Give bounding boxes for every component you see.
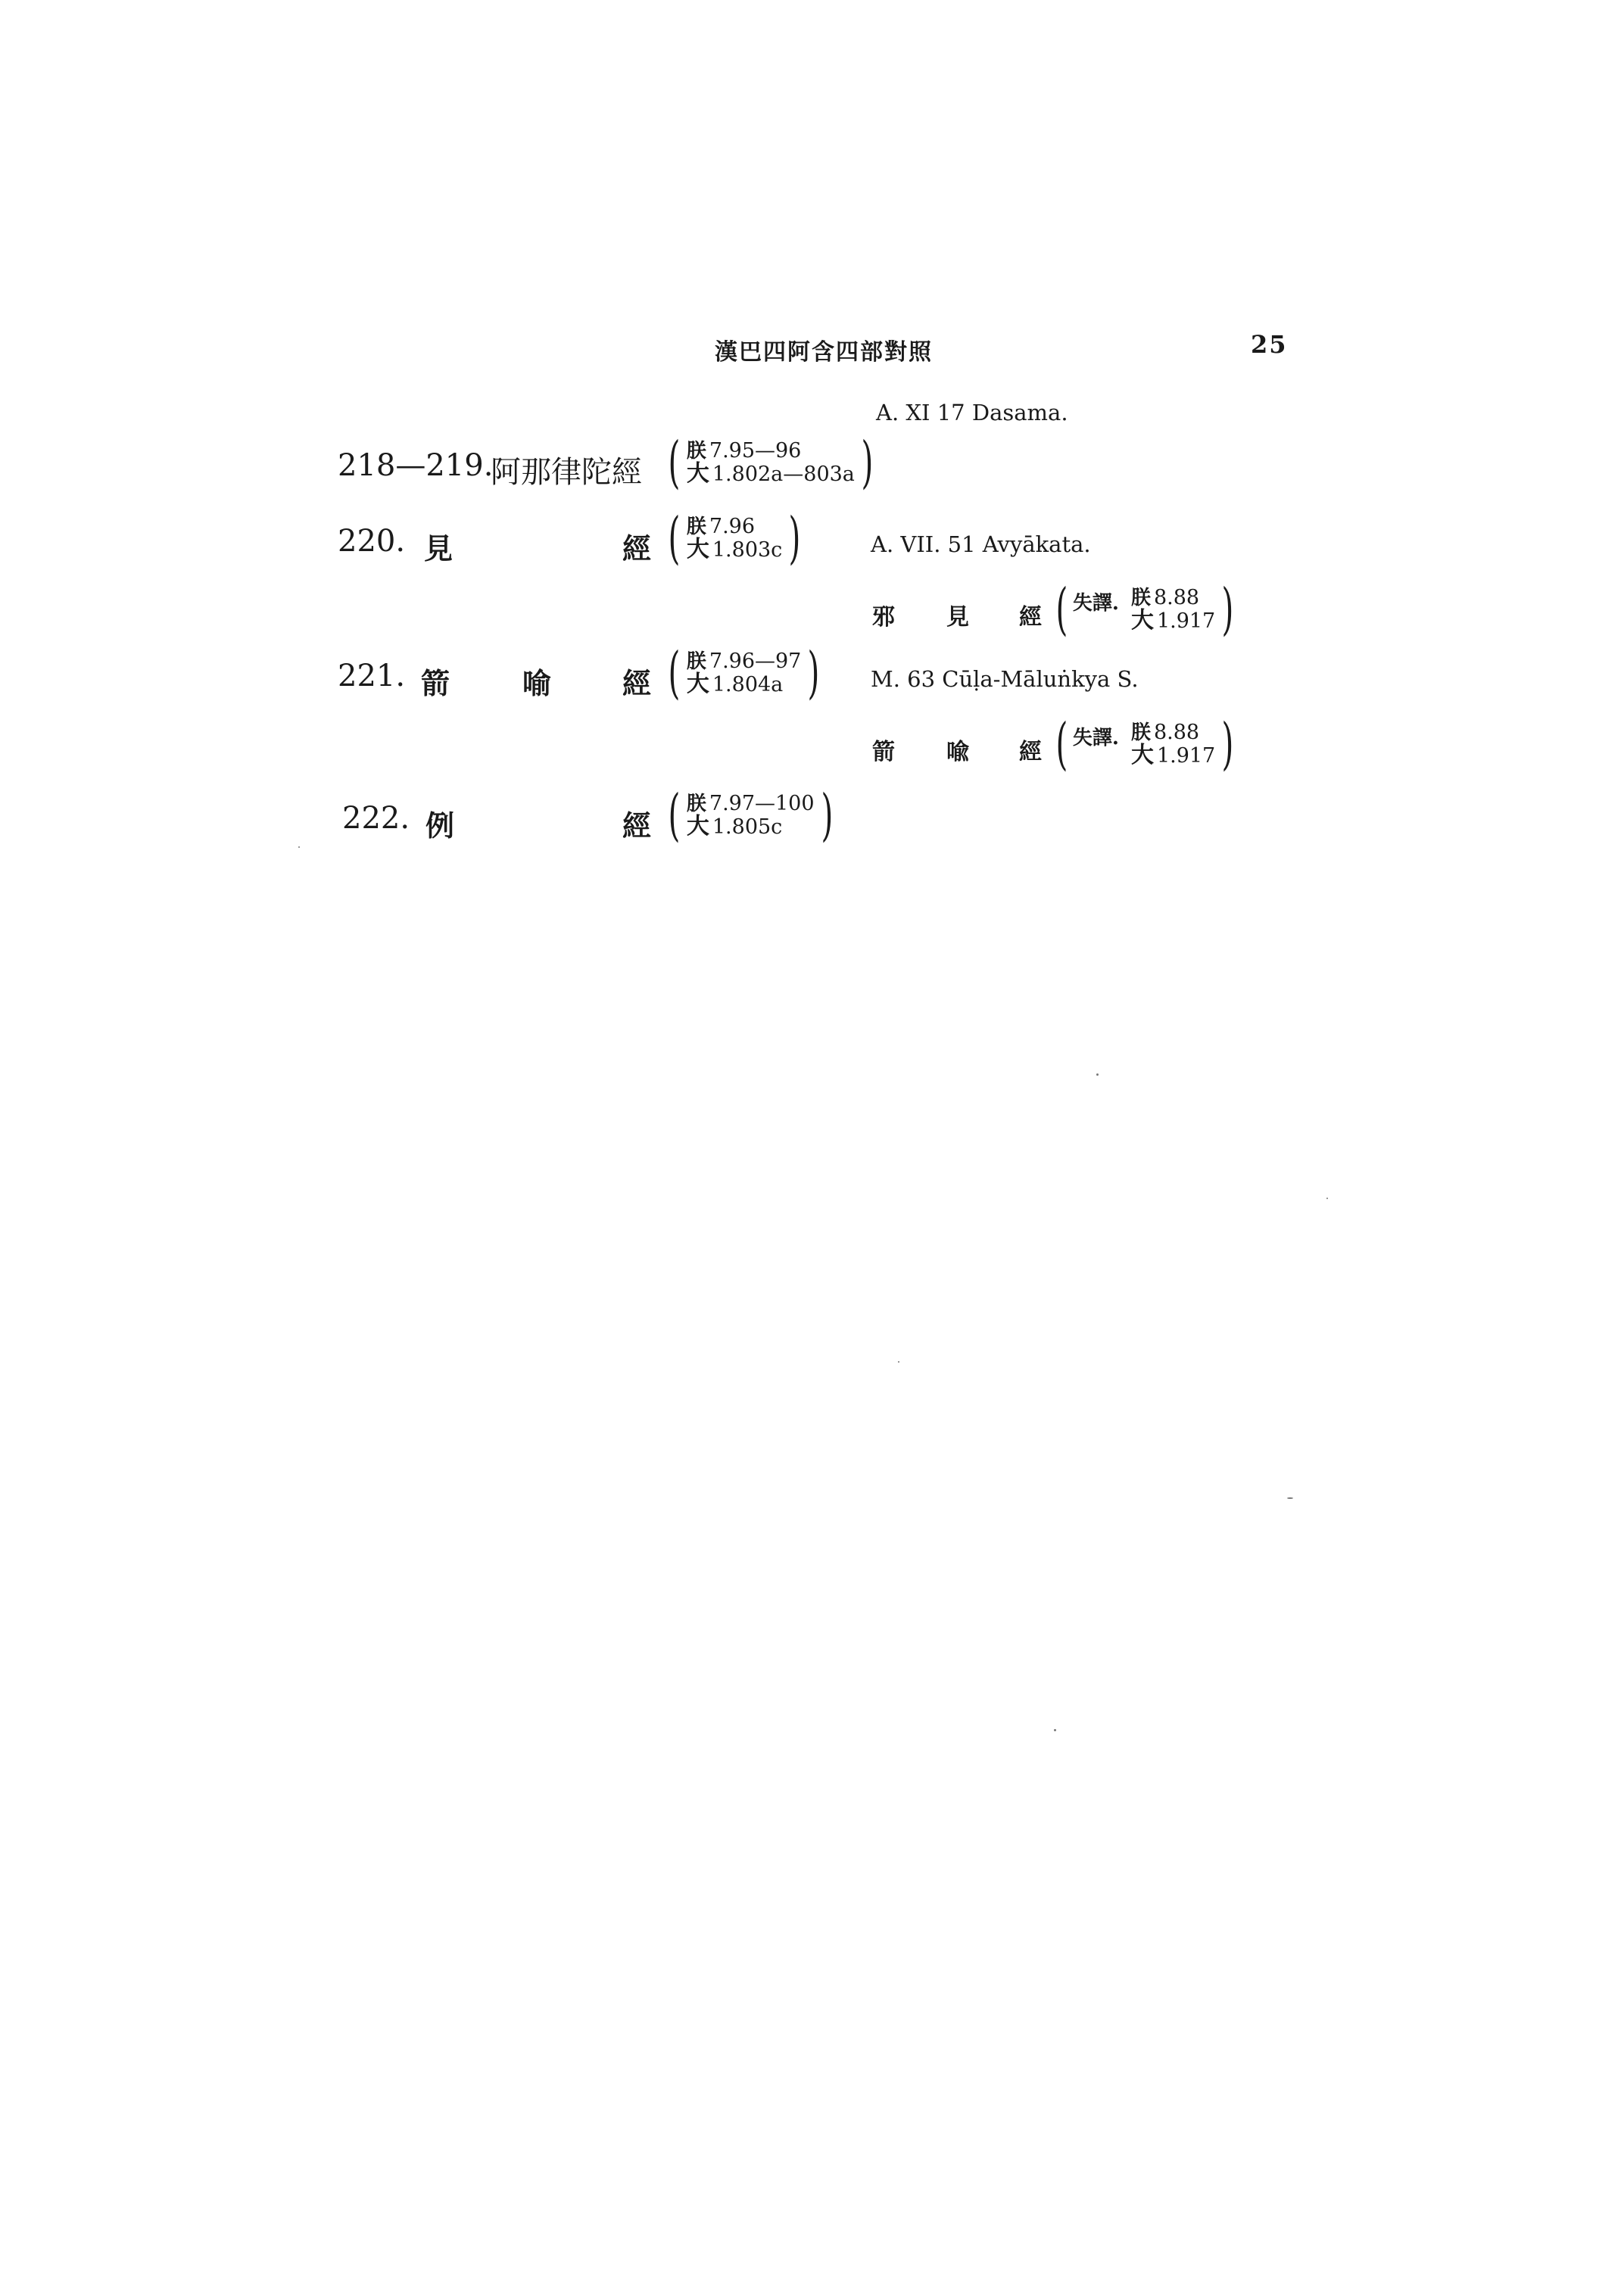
parallel-220-c1: 邪 <box>872 604 895 631</box>
entry-title-221-b: 經 <box>622 666 652 700</box>
parallel-221-c2: 喩 <box>946 739 969 765</box>
top-note: A. XI 17 Dasama. <box>876 400 1068 425</box>
scan-speck <box>898 1361 899 1363</box>
entry-number-220: 220. <box>338 524 406 559</box>
entry-ref-218-219: ( 朕 7.95—96 大 1.802a—803a ) <box>668 430 874 495</box>
pali-parallel-221: M. 63 Cūḷa-Māluṅkya S. <box>871 666 1139 692</box>
entry-number-222: 222. <box>342 801 410 836</box>
entry-title-220-b: 經 <box>622 531 652 565</box>
entry-title-222-a: 例 <box>425 808 455 843</box>
pali-parallel-220: A. VII. 51 Avyākata. <box>871 531 1091 557</box>
scan-speck <box>1096 1073 1099 1076</box>
parallel-ref-220: ( 失譯. 朕 8.88 大 1.917 ) <box>1055 577 1234 642</box>
entry-title-222-b: 經 <box>622 808 652 843</box>
page-number: 25 <box>1251 330 1288 359</box>
entry-title-220-a: 見 <box>424 531 454 565</box>
running-header: 漢巴四阿含四部對照 <box>715 339 933 366</box>
entry-title-221-m: 喻 <box>522 666 552 700</box>
scan-speck <box>1326 1198 1328 1199</box>
scan-speck <box>298 846 300 848</box>
entry-ref-220: ( 朕 7.96 大 1.803c ) <box>668 506 801 571</box>
entry-title-218-219: 阿那律陀經 <box>491 455 642 490</box>
entry-ref-222: ( 朕 7.97—100 大 1.805c ) <box>668 783 833 848</box>
parallel-220-c2: 見 <box>946 604 969 631</box>
parallel-220-c3: 經 <box>1019 604 1042 631</box>
scan-speck <box>1054 1729 1056 1731</box>
entry-title-221-a: 箭 <box>421 666 450 700</box>
entry-number-218-219: 218—219. <box>338 448 494 483</box>
parallel-221-c1: 箭 <box>872 739 895 765</box>
entry-number-221: 221. <box>338 659 406 693</box>
entry-ref-221: ( 朕 7.96—97 大 1.804a ) <box>668 640 820 706</box>
parallel-ref-221: ( 失譯. 朕 8.88 大 1.917 ) <box>1055 712 1234 777</box>
parallel-221-c3: 經 <box>1019 739 1042 765</box>
scan-speck <box>1287 1497 1293 1499</box>
